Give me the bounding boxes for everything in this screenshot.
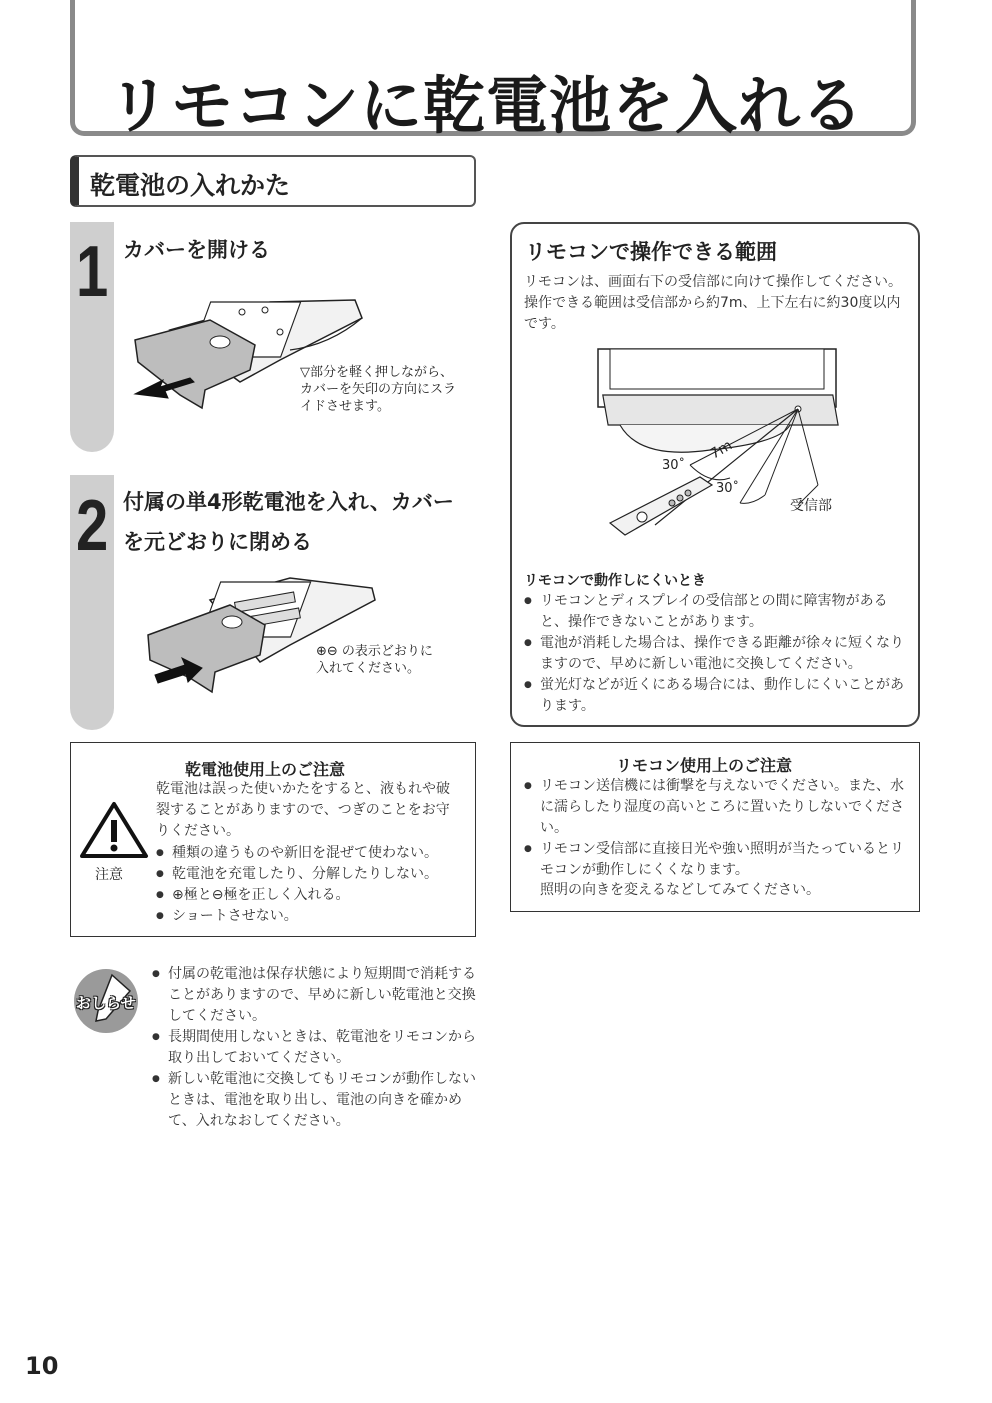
battery-caution-intro: 乾電池は誤った使いかたをすると、液もれや破裂することがありますので、つぎのことをお守りください。 bbox=[156, 781, 450, 839]
step-2-note-line: 入れてください。 bbox=[316, 661, 421, 676]
battery-caution-title: 乾電池使用上のご注意 bbox=[185, 760, 346, 779]
remote-caution-item: ● リモコン受信部に直接日光や強い照明が当たっているとリモコンが動作しにくくなります。 bbox=[524, 839, 912, 881]
step-2-heading-line2: を元どおりに閉める bbox=[123, 530, 312, 554]
battery-caution-item: ● 種類の違うものや新旧を混ぜて使わない。 bbox=[156, 843, 466, 864]
notice-list bbox=[152, 964, 486, 1132]
range-angle-right: 30˚ bbox=[716, 481, 740, 496]
battery-caution-item: ● 乾電池を充電したり、分解したりしない。 bbox=[156, 864, 466, 885]
receiver-label: 受信部 bbox=[790, 498, 832, 514]
step-2-note-line: ⊕⊖ の表示どおりに bbox=[316, 644, 433, 659]
step-1-note-line: イドさせます。 bbox=[300, 399, 390, 414]
difficult-title: リモコンで動作しにくいとき bbox=[524, 573, 706, 589]
step-1-note-line: ▽部分を軽く押しながら、 bbox=[300, 365, 453, 380]
remote-caution-list bbox=[524, 776, 912, 881]
notice-label: おしらせ bbox=[76, 994, 136, 1012]
step-2-heading-line1: 付属の単4形乾電池を入れ、カバー bbox=[123, 490, 454, 514]
notice-item: ● 付属の乾電池は保存状態により短期間で消耗することがありますので、早めに新しい乾電池と交換してください。 bbox=[152, 964, 486, 1027]
difficult-item: ● 蛍光灯などが近くにある場合には、動作しにくいことがあります。 bbox=[524, 675, 912, 717]
battery-caution-item: ● ⊕極と⊖極を正しく入れる。 bbox=[156, 885, 466, 906]
step-1-number: 1 bbox=[76, 230, 109, 313]
section-title: 乾電池の入れかた bbox=[90, 171, 291, 200]
step-2-note bbox=[316, 643, 486, 677]
warning-icon bbox=[78, 800, 150, 860]
notice-item: ● 新しい乾電池に交換してもリモコンが動作しないときは、電池を取り出し、電池の向きを確かめて、入れなおしてください。 bbox=[152, 1069, 486, 1132]
difficult-item: ● 電池が消耗した場合は、操作できる距離が徐々に短くなりますので、早めに新しい電池に交換してください。 bbox=[524, 633, 912, 675]
range-angle-left: 30˚ bbox=[662, 458, 686, 473]
notice-item: ● 長期間使用しないときは、乾電池をリモコンから取り出しておいてください。 bbox=[152, 1027, 486, 1069]
page-title: リモコンに乾電池を入れる bbox=[108, 69, 865, 142]
battery-caution-list bbox=[156, 843, 466, 927]
range-title: リモコンで操作できる範囲 bbox=[525, 240, 777, 264]
step-1-note bbox=[300, 364, 480, 415]
battery-caution-item: ● ショートさせない。 bbox=[156, 906, 466, 927]
range-description: リモコンは、画面右下の受信部に向けて操作してください。操作できる範囲は受信部から約7m、上下左右に約30度以内です。 bbox=[524, 274, 902, 332]
step-1-note-line: カバーを矢印の方向にスラ bbox=[300, 382, 457, 397]
step-2-number: 2 bbox=[76, 484, 109, 567]
difficult-item: ● リモコンとディスプレイの受信部との間に障害物があると、操作できないことがあります。 bbox=[524, 591, 912, 633]
remote-caution-item: ● リモコン送信機には衝撃を与えないでください。また、水に濡らしたり湿度の高いところに置いたりしないでください。 bbox=[524, 776, 912, 839]
step-1-heading: カバーを開ける bbox=[123, 238, 270, 262]
difficult-list bbox=[524, 591, 912, 717]
page-number: 10 bbox=[25, 1352, 59, 1380]
remote-caution-title: リモコン使用上のご注意 bbox=[616, 756, 793, 775]
range-distance-label: 7m bbox=[707, 437, 736, 463]
warning-label: 注意 bbox=[95, 867, 123, 883]
remote-caution-extra: 照明の向きを変えるなどしてみてください。 bbox=[540, 882, 820, 898]
remote-close-illustration bbox=[140, 570, 380, 700]
